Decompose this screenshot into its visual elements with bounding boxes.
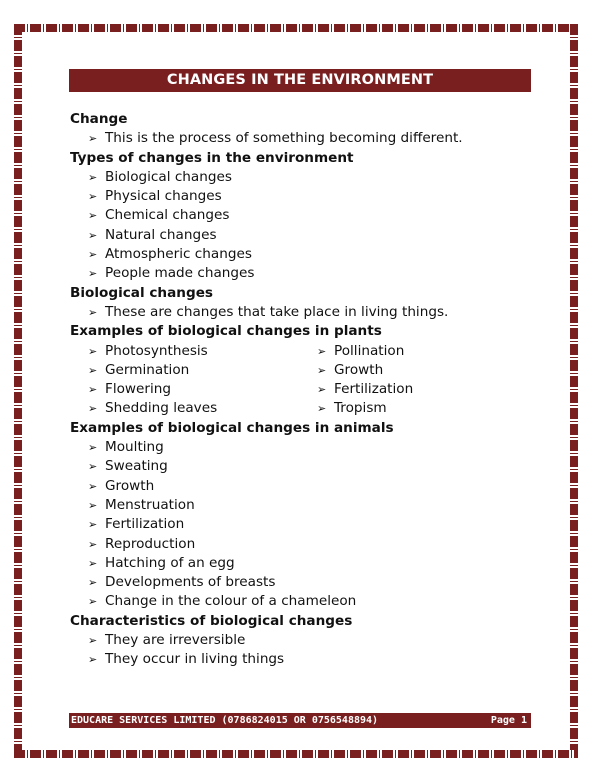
arrow-bullet-icon: ➢ [88, 267, 98, 281]
arrow-bullet-icon: ➢ [88, 634, 98, 648]
list-item: ➢ Pollination [317, 342, 517, 361]
arrow-bullet-icon: ➢ [88, 653, 98, 667]
list-column-right [317, 342, 517, 419]
list-item: ➢ Natural changes [70, 226, 540, 245]
arrow-bullet-icon: ➢ [88, 363, 98, 377]
arrow-bullet-icon: ➢ [88, 402, 98, 416]
arrow-bullet-icon: ➢ [88, 479, 98, 493]
list-item: ➢ Reproduction [70, 535, 540, 554]
list-item: ➢ These are changes that take place in living things. [70, 303, 540, 322]
arrow-bullet-icon: ➢ [88, 460, 98, 474]
arrow-bullet-icon: ➢ [88, 190, 98, 204]
list-item: ➢ Growth [317, 361, 517, 380]
list-item: ➢ Hatching of an egg [70, 554, 540, 573]
list-item: ➢ Flowering [70, 380, 317, 399]
arrow-bullet-icon: ➢ [88, 132, 98, 146]
list-item: ➢ Fertilization [70, 515, 540, 534]
arrow-bullet-icon: ➢ [317, 363, 327, 377]
arrow-bullet-icon: ➢ [88, 170, 98, 184]
arrow-bullet-icon: ➢ [88, 248, 98, 262]
arrow-bullet-icon: ➢ [317, 383, 327, 397]
page-border-top [14, 24, 578, 32]
list-item: ➢ Atmospheric changes [70, 245, 540, 264]
section-heading: Change [70, 111, 128, 127]
page-border-left [14, 24, 22, 750]
list-item: ➢ Biological changes [70, 168, 540, 187]
list-item: ➢ Tropism [317, 399, 517, 418]
arrow-bullet-icon: ➢ [88, 556, 98, 570]
arrow-bullet-icon: ➢ [88, 344, 98, 358]
page-footer [69, 713, 531, 728]
section-heading: Examples of biological changes in plants [70, 323, 382, 340]
list-item: ➢ Physical changes [70, 187, 540, 206]
section-heading: Characteristics of biological changes [70, 612, 353, 629]
section-heading: Types of changes in the environment [70, 149, 354, 166]
list-item: ➢ Developments of breasts [70, 573, 540, 592]
list-item: ➢ Growth [70, 477, 540, 496]
list-item: ➢ They occur in living things [70, 650, 540, 669]
arrow-bullet-icon: ➢ [88, 498, 98, 512]
arrow-bullet-icon: ➢ [88, 537, 98, 551]
footer-company: EDUCARE SERVICES LIMITED (0786824015 OR 0756548894) [71, 715, 379, 726]
section-heading: Examples of biological changes in animals [70, 419, 394, 436]
list-item: ➢ Menstruation [70, 496, 540, 515]
list-column-left [70, 342, 317, 419]
list-item: ➢ Sweating [70, 457, 540, 476]
list-item: ➢ Chemical changes [70, 206, 540, 225]
list-item: ➢ This is the process of something becoming different. [70, 129, 540, 148]
arrow-bullet-icon: ➢ [88, 305, 98, 319]
two-column-list [70, 342, 540, 419]
list-item: ➢ They are irreversible [70, 631, 540, 650]
arrow-bullet-icon: ➢ [88, 595, 98, 609]
list-item: ➢ Germination [70, 361, 317, 380]
arrow-bullet-icon: ➢ [88, 441, 98, 455]
arrow-bullet-icon: ➢ [88, 383, 98, 397]
arrow-bullet-icon: ➢ [88, 576, 98, 590]
page-number: Page 1 [490, 715, 527, 726]
list-item: ➢ Moulting [70, 438, 540, 457]
arrow-bullet-icon: ➢ [88, 228, 98, 242]
page-title: CHANGES IN THE ENVIRONMENT [69, 69, 531, 92]
list-item: ➢ Shedding leaves [70, 399, 317, 418]
list-item: ➢ Change in the colour of a chameleon [70, 592, 540, 611]
document-body [70, 110, 540, 670]
arrow-bullet-icon: ➢ [317, 344, 327, 358]
arrow-bullet-icon: ➢ [88, 209, 98, 223]
arrow-bullet-icon: ➢ [88, 518, 98, 532]
page-border-right [570, 24, 578, 750]
section-heading: Biological changes [70, 284, 213, 301]
list-item: ➢ People made changes [70, 264, 540, 283]
page-border-bottom [14, 750, 578, 758]
list-item: ➢ Fertilization [317, 380, 517, 399]
arrow-bullet-icon: ➢ [317, 402, 327, 416]
list-item: ➢ Photosynthesis [70, 342, 317, 361]
